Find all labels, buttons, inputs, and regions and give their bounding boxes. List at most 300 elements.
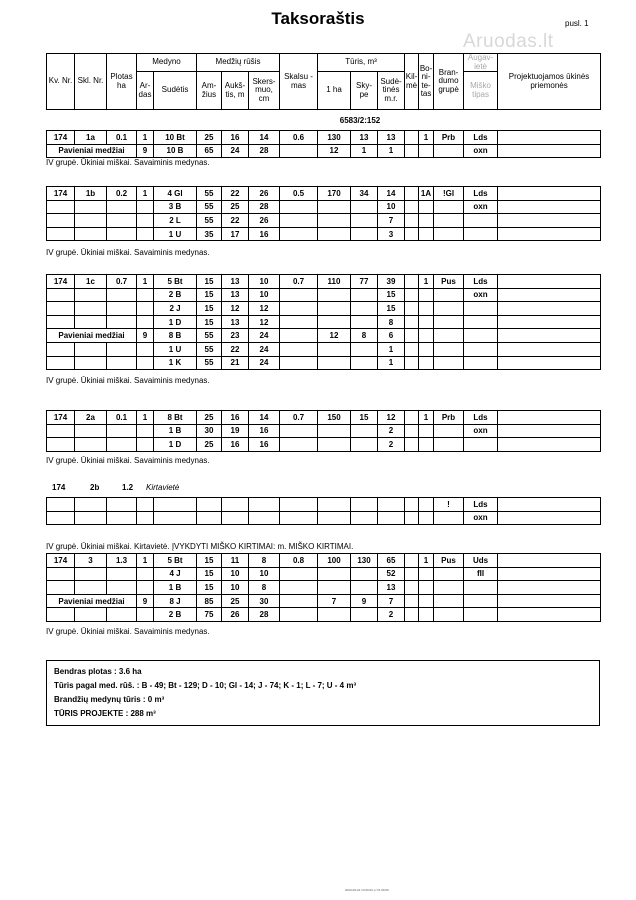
cell-amzius: 15 <box>197 288 222 302</box>
cell-ardas <box>137 424 154 438</box>
cell-skers: 8 <box>249 554 280 568</box>
cell-sudetis: 5 Bt <box>154 275 197 289</box>
hdr-skl: Skl. Nr. <box>75 54 107 110</box>
cell-augav: fIl <box>464 567 498 581</box>
cell-t1ha: 7 <box>318 594 351 608</box>
cell-ardas: 9 <box>137 144 154 158</box>
cell-auks: 25 <box>222 594 249 608</box>
cell-sudet: 2 <box>378 424 405 438</box>
cell-brand <box>434 144 464 158</box>
cell-amzius <box>197 498 222 512</box>
cell-sklype <box>351 315 378 329</box>
cell-brand <box>434 288 464 302</box>
cell-kilme <box>405 608 419 622</box>
cell-sudetis: 2 L <box>154 214 197 228</box>
cell-proj <box>498 227 601 241</box>
hdr-kv: Kv. Nr. <box>47 54 75 110</box>
table-row <box>47 581 601 595</box>
cell-plotas <box>107 200 137 214</box>
hdr-sklype: Sky- pe <box>351 72 378 110</box>
cell-augav: Lds <box>464 275 498 289</box>
cell-skl <box>75 438 107 452</box>
cell-plotas: 0.1 <box>107 131 137 145</box>
cell-bonit <box>419 424 434 438</box>
cell-kilme <box>405 315 419 329</box>
cell-plotas <box>107 581 137 595</box>
cell-ardas: 9 <box>137 594 154 608</box>
cell-skals: 0.8 <box>280 554 318 568</box>
cell-auks: 11 <box>222 554 249 568</box>
hdr-sudetis: Sudėtis <box>154 72 197 110</box>
cell-amzius: 55 <box>197 187 222 201</box>
cell-augav: oxn <box>464 424 498 438</box>
cell-sudetis: 1 U <box>154 227 197 241</box>
cell-sudetis: 1 U <box>154 342 197 356</box>
cell-skl <box>75 567 107 581</box>
cell-t1ha <box>318 227 351 241</box>
cell-brand <box>434 200 464 214</box>
cell-ardas: 9 <box>137 329 154 343</box>
cell-augav <box>464 214 498 228</box>
hdr-medziu-rusis: Medžių rūšis <box>197 54 280 72</box>
cell-bonit: 1A <box>419 187 434 201</box>
cell-brand: !Gl <box>434 187 464 201</box>
cell-amzius: 15 <box>197 302 222 316</box>
cell-kv <box>47 356 75 370</box>
cell-skers: 28 <box>249 200 280 214</box>
summary-box <box>46 660 600 726</box>
cell-skers: 14 <box>249 131 280 145</box>
cell-t1ha <box>318 424 351 438</box>
cell-kv <box>47 227 75 241</box>
cell-skers: 12 <box>249 302 280 316</box>
cell-auks: 16 <box>222 131 249 145</box>
cell-proj <box>498 342 601 356</box>
cell-augav <box>464 329 498 343</box>
cell-skers: 28 <box>249 144 280 158</box>
hdr-brandumo: Bran- dumo grupė <box>434 54 464 110</box>
cell-plotas <box>107 438 137 452</box>
cell-skers: 24 <box>249 356 280 370</box>
stand-table <box>46 274 601 370</box>
cell-skl <box>75 227 107 241</box>
cell-ardas: 1 <box>137 187 154 201</box>
cell-amzius: 55 <box>197 214 222 228</box>
cell-skl <box>75 302 107 316</box>
cell-auks: 16 <box>222 438 249 452</box>
cell-ardas: 1 <box>137 131 154 145</box>
cell-skers: 16 <box>249 438 280 452</box>
cell-t1ha <box>318 302 351 316</box>
hdr-misko-tipas: Miško tipas <box>464 72 498 110</box>
cell-augav <box>464 356 498 370</box>
cell-kilme <box>405 144 419 158</box>
cell-t1ha: 12 <box>318 329 351 343</box>
cell-sudet: 7 <box>378 594 405 608</box>
cell-kilme <box>405 187 419 201</box>
cell-sudet: 2 <box>378 608 405 622</box>
cell-brand <box>434 356 464 370</box>
cell-kilme <box>405 131 419 145</box>
cell-skers: 14 <box>249 411 280 425</box>
hdr-ardas: Ar- das <box>137 72 154 110</box>
stand-note: IV grupė. Ūkiniai miškai. Savaiminis medynas. <box>46 456 210 465</box>
cell-augav <box>464 315 498 329</box>
table-row <box>47 288 601 302</box>
cell-t1ha <box>318 200 351 214</box>
cell-amzius: 65 <box>197 144 222 158</box>
cell-sudet: 13 <box>378 131 405 145</box>
cell-ardas: 1 <box>137 554 154 568</box>
cell-kv <box>47 511 75 525</box>
table-row <box>47 567 601 581</box>
hdr-amzius: Am- žius <box>197 72 222 110</box>
cell-sudet: 14 <box>378 187 405 201</box>
table-row <box>47 214 601 228</box>
stand-table <box>46 186 601 241</box>
cell-ardas <box>137 438 154 452</box>
cell-amzius: 25 <box>197 438 222 452</box>
cell-skl <box>75 498 107 512</box>
cell-skers: 28 <box>249 608 280 622</box>
cell-amzius: 35 <box>197 227 222 241</box>
cell-sklype: 8 <box>351 329 378 343</box>
cell-bonit <box>419 342 434 356</box>
cell-skers: 26 <box>249 214 280 228</box>
cell-kilme <box>405 329 419 343</box>
cell-kv <box>47 581 75 595</box>
cell-sklype: 13 <box>351 131 378 145</box>
cell-proj <box>498 567 601 581</box>
cell-skers: 26 <box>249 187 280 201</box>
cell-augav: Lds <box>464 498 498 512</box>
cell-kv <box>47 424 75 438</box>
cell-brand <box>434 329 464 343</box>
cell-kilme <box>405 411 419 425</box>
cell-bonit <box>419 315 434 329</box>
cell-proj <box>498 438 601 452</box>
cell-skals <box>280 288 318 302</box>
table-row <box>47 144 601 158</box>
cell-sudet: 65 <box>378 554 405 568</box>
cell-auks: 17 <box>222 227 249 241</box>
cell-plotas <box>107 342 137 356</box>
cell-bonit <box>419 288 434 302</box>
cell-kv: 174 <box>47 411 75 425</box>
kirtaviete-label: Kirtavietė <box>146 483 180 492</box>
cell-sudetis: 1 D <box>154 315 197 329</box>
page-number: pusl. 1 <box>565 19 589 28</box>
cell-proj <box>498 424 601 438</box>
cell-t1ha <box>318 511 351 525</box>
cell-sudet: 39 <box>378 275 405 289</box>
cell-t1ha: 150 <box>318 411 351 425</box>
cell-auks: 21 <box>222 356 249 370</box>
cell-auks <box>222 511 249 525</box>
cell-amzius: 55 <box>197 342 222 356</box>
cell-augav: oxn <box>464 288 498 302</box>
hdr-turis: Tūris, m³ <box>318 54 405 72</box>
cell-auks: 10 <box>222 567 249 581</box>
cell-kilme <box>405 275 419 289</box>
cell-skals <box>280 438 318 452</box>
cell-skl: 1c <box>75 275 107 289</box>
cell-brand <box>434 608 464 622</box>
cell-sudet: 3 <box>378 227 405 241</box>
cell-bonit <box>419 608 434 622</box>
cell-sudetis <box>154 511 197 525</box>
cell-plotas <box>107 424 137 438</box>
stand-note: IV grupė. Ūkiniai miškai. Savaiminis medynas. <box>46 248 210 257</box>
cell-brand: Pus <box>434 554 464 568</box>
cell-amzius: 25 <box>197 411 222 425</box>
cell-ardas <box>137 356 154 370</box>
cell-t1ha <box>318 567 351 581</box>
cell-bonit: 1 <box>419 554 434 568</box>
cell-skals: 0.5 <box>280 187 318 201</box>
cell-kv <box>47 567 75 581</box>
cell-t1ha <box>318 315 351 329</box>
cell-augav <box>464 581 498 595</box>
cell-ardas <box>137 288 154 302</box>
cell-t1ha: 100 <box>318 554 351 568</box>
hdr-medyno: Medyno <box>137 54 197 72</box>
cell-skers: 24 <box>249 342 280 356</box>
hdr-skalsumas: Skalsu - mas <box>280 54 318 110</box>
cell-bonit <box>419 567 434 581</box>
cell-kv <box>47 315 75 329</box>
cell-kilme <box>405 356 419 370</box>
cell-skals <box>280 567 318 581</box>
cell-skl <box>75 342 107 356</box>
cell-sudetis: 1 D <box>154 438 197 452</box>
cell-sudet: 15 <box>378 288 405 302</box>
watermark: Aruodas.lt <box>463 31 554 52</box>
cell-kilme <box>405 581 419 595</box>
cell-skers: 16 <box>249 227 280 241</box>
cell-sudet: 15 <box>378 302 405 316</box>
cell-sudet: 13 <box>378 581 405 595</box>
cell-sklype <box>351 227 378 241</box>
summary-total-area: Bendras plotas : 3.6 ha <box>54 667 142 676</box>
table-row <box>47 329 601 343</box>
table-row <box>47 498 601 512</box>
cell-skals <box>280 214 318 228</box>
cell-sudet: 52 <box>378 567 405 581</box>
cell-bonit <box>419 511 434 525</box>
cell-augav <box>464 608 498 622</box>
cell-sklype: 130 <box>351 554 378 568</box>
cell-skals <box>280 356 318 370</box>
cell-t1ha <box>318 356 351 370</box>
cell-sklype: 1 <box>351 144 378 158</box>
table-row <box>47 275 601 289</box>
stand-note: IV grupė. Ūkiniai miškai. Savaiminis medynas. <box>46 158 210 167</box>
cell-sudetis: 8 B <box>154 329 197 343</box>
cell-t1ha <box>318 608 351 622</box>
cell-t1ha: 130 <box>318 131 351 145</box>
cell-ardas <box>137 581 154 595</box>
cell-sudetis: 2 B <box>154 288 197 302</box>
cell-auks: 25 <box>222 200 249 214</box>
table-row <box>47 356 601 370</box>
table-row <box>47 315 601 329</box>
cell-amzius: 15 <box>197 581 222 595</box>
cell-auks: 19 <box>222 424 249 438</box>
cell-kv <box>47 214 75 228</box>
cell-sudetis: 4 Gl <box>154 187 197 201</box>
table-row <box>47 227 601 241</box>
footer-stamp: 2023-09-01 13:00:00 p.7/1 00:00 <box>345 888 389 892</box>
cell-plotas <box>107 356 137 370</box>
cell-augav <box>464 438 498 452</box>
cell-ardas <box>137 200 154 214</box>
cell-skals <box>280 581 318 595</box>
cell-plotas <box>107 315 137 329</box>
cell-sklype <box>351 342 378 356</box>
plot-id: 6583/2:152 <box>339 116 381 125</box>
cell-sudet: 1 <box>378 144 405 158</box>
cell-brand <box>434 214 464 228</box>
cell-plotas <box>107 567 137 581</box>
cell-skl: 3 <box>75 554 107 568</box>
cell-auks: 16 <box>222 411 249 425</box>
cell-skl <box>75 214 107 228</box>
cell-sudet: 6 <box>378 329 405 343</box>
cell-sudetis: 1 K <box>154 356 197 370</box>
cell-sudet: 7 <box>378 214 405 228</box>
cell-kilme <box>405 214 419 228</box>
cell-skers: 8 <box>249 581 280 595</box>
cell-sudet <box>378 498 405 512</box>
cell-skals <box>280 342 318 356</box>
table-row <box>47 342 601 356</box>
cell-proj <box>498 608 601 622</box>
cell-proj <box>498 200 601 214</box>
cell-amzius: 55 <box>197 200 222 214</box>
cell-t1ha <box>318 288 351 302</box>
cell-kv <box>47 438 75 452</box>
cell-auks: 10 <box>222 581 249 595</box>
cell-brand <box>434 594 464 608</box>
cell-skals: 0.7 <box>280 411 318 425</box>
cell-skers: 10 <box>249 567 280 581</box>
cell-bonit <box>419 581 434 595</box>
cell-auks: 13 <box>222 315 249 329</box>
cell-skals <box>280 302 318 316</box>
cell-sudetis: 2 J <box>154 302 197 316</box>
cell-skers: 16 <box>249 424 280 438</box>
cell-sudet: 1 <box>378 356 405 370</box>
cell-kv <box>47 288 75 302</box>
cell-augav: oxn <box>464 144 498 158</box>
cell-kilme <box>405 594 419 608</box>
cell-augav: oxn <box>464 200 498 214</box>
cell-plotas: 0.7 <box>107 275 137 289</box>
cell-skl <box>75 315 107 329</box>
cell-ardas <box>137 315 154 329</box>
cell-brand <box>434 315 464 329</box>
cell-skals <box>280 608 318 622</box>
cell-ardas <box>137 608 154 622</box>
cell-augav: Lds <box>464 131 498 145</box>
cell-skl <box>75 200 107 214</box>
cell-brand: ! <box>434 498 464 512</box>
cell-skals <box>280 227 318 241</box>
header-table <box>46 53 601 110</box>
cell-skl: 2a <box>75 411 107 425</box>
cell-bonit <box>419 302 434 316</box>
cell-kilme <box>405 227 419 241</box>
stand-table <box>46 497 601 525</box>
table-row <box>47 554 601 568</box>
table-row <box>47 187 601 201</box>
cell-sudet: 10 <box>378 200 405 214</box>
cell-auks: 12 <box>222 302 249 316</box>
kirtaviete-kv: 174 <box>52 483 66 492</box>
cell-kv: 174 <box>47 275 75 289</box>
hdr-bonitetas: Bo- ni- te- tas <box>419 54 434 110</box>
table-row <box>47 411 601 425</box>
cell-skals <box>280 329 318 343</box>
summary-mature-volume: Brandžių medynų tūris : 0 m³ <box>54 695 165 704</box>
cell-sudetis: 4 J <box>154 567 197 581</box>
cell-skl: 1b <box>75 187 107 201</box>
page-title: Taksoraštis <box>271 9 365 28</box>
kirtaviete-plotas: 1.2 <box>122 483 134 492</box>
cell-bonit <box>419 214 434 228</box>
cell-amzius: 55 <box>197 329 222 343</box>
cell-kv <box>47 498 75 512</box>
cell-skals <box>280 498 318 512</box>
table-row <box>47 594 601 608</box>
cell-amzius: 55 <box>197 356 222 370</box>
cell-bonit <box>419 438 434 452</box>
pavieniai-label: Pavieniai medžiai <box>47 144 137 158</box>
stand-table <box>46 130 601 158</box>
cell-auks: 22 <box>222 187 249 201</box>
cell-amzius: 15 <box>197 554 222 568</box>
cell-skl: 1a <box>75 131 107 145</box>
stand-table <box>46 553 601 622</box>
cell-proj <box>498 187 601 201</box>
cell-sklype <box>351 498 378 512</box>
cell-proj <box>498 554 601 568</box>
cell-sklype <box>351 288 378 302</box>
cell-sudet: 1 <box>378 342 405 356</box>
cell-augav: oxn <box>464 511 498 525</box>
cell-skals <box>280 424 318 438</box>
cell-sudetis: 10 B <box>154 144 197 158</box>
cell-auks: 26 <box>222 608 249 622</box>
cell-sklype: 15 <box>351 411 378 425</box>
cell-kv: 174 <box>47 131 75 145</box>
cell-augav <box>464 302 498 316</box>
cell-amzius: 15 <box>197 567 222 581</box>
cell-sudetis: 2 B <box>154 608 197 622</box>
cell-kv: 174 <box>47 187 75 201</box>
cell-sklype <box>351 302 378 316</box>
cell-bonit <box>419 200 434 214</box>
hdr-sudetines: Sudė- tinės m.r. <box>378 72 405 110</box>
cell-skals: 0.7 <box>280 275 318 289</box>
cell-bonit <box>419 329 434 343</box>
cell-ardas <box>137 214 154 228</box>
cell-augav: Lds <box>464 187 498 201</box>
cell-sklype <box>351 356 378 370</box>
cell-ardas: 1 <box>137 275 154 289</box>
cell-bonit: 1 <box>419 131 434 145</box>
